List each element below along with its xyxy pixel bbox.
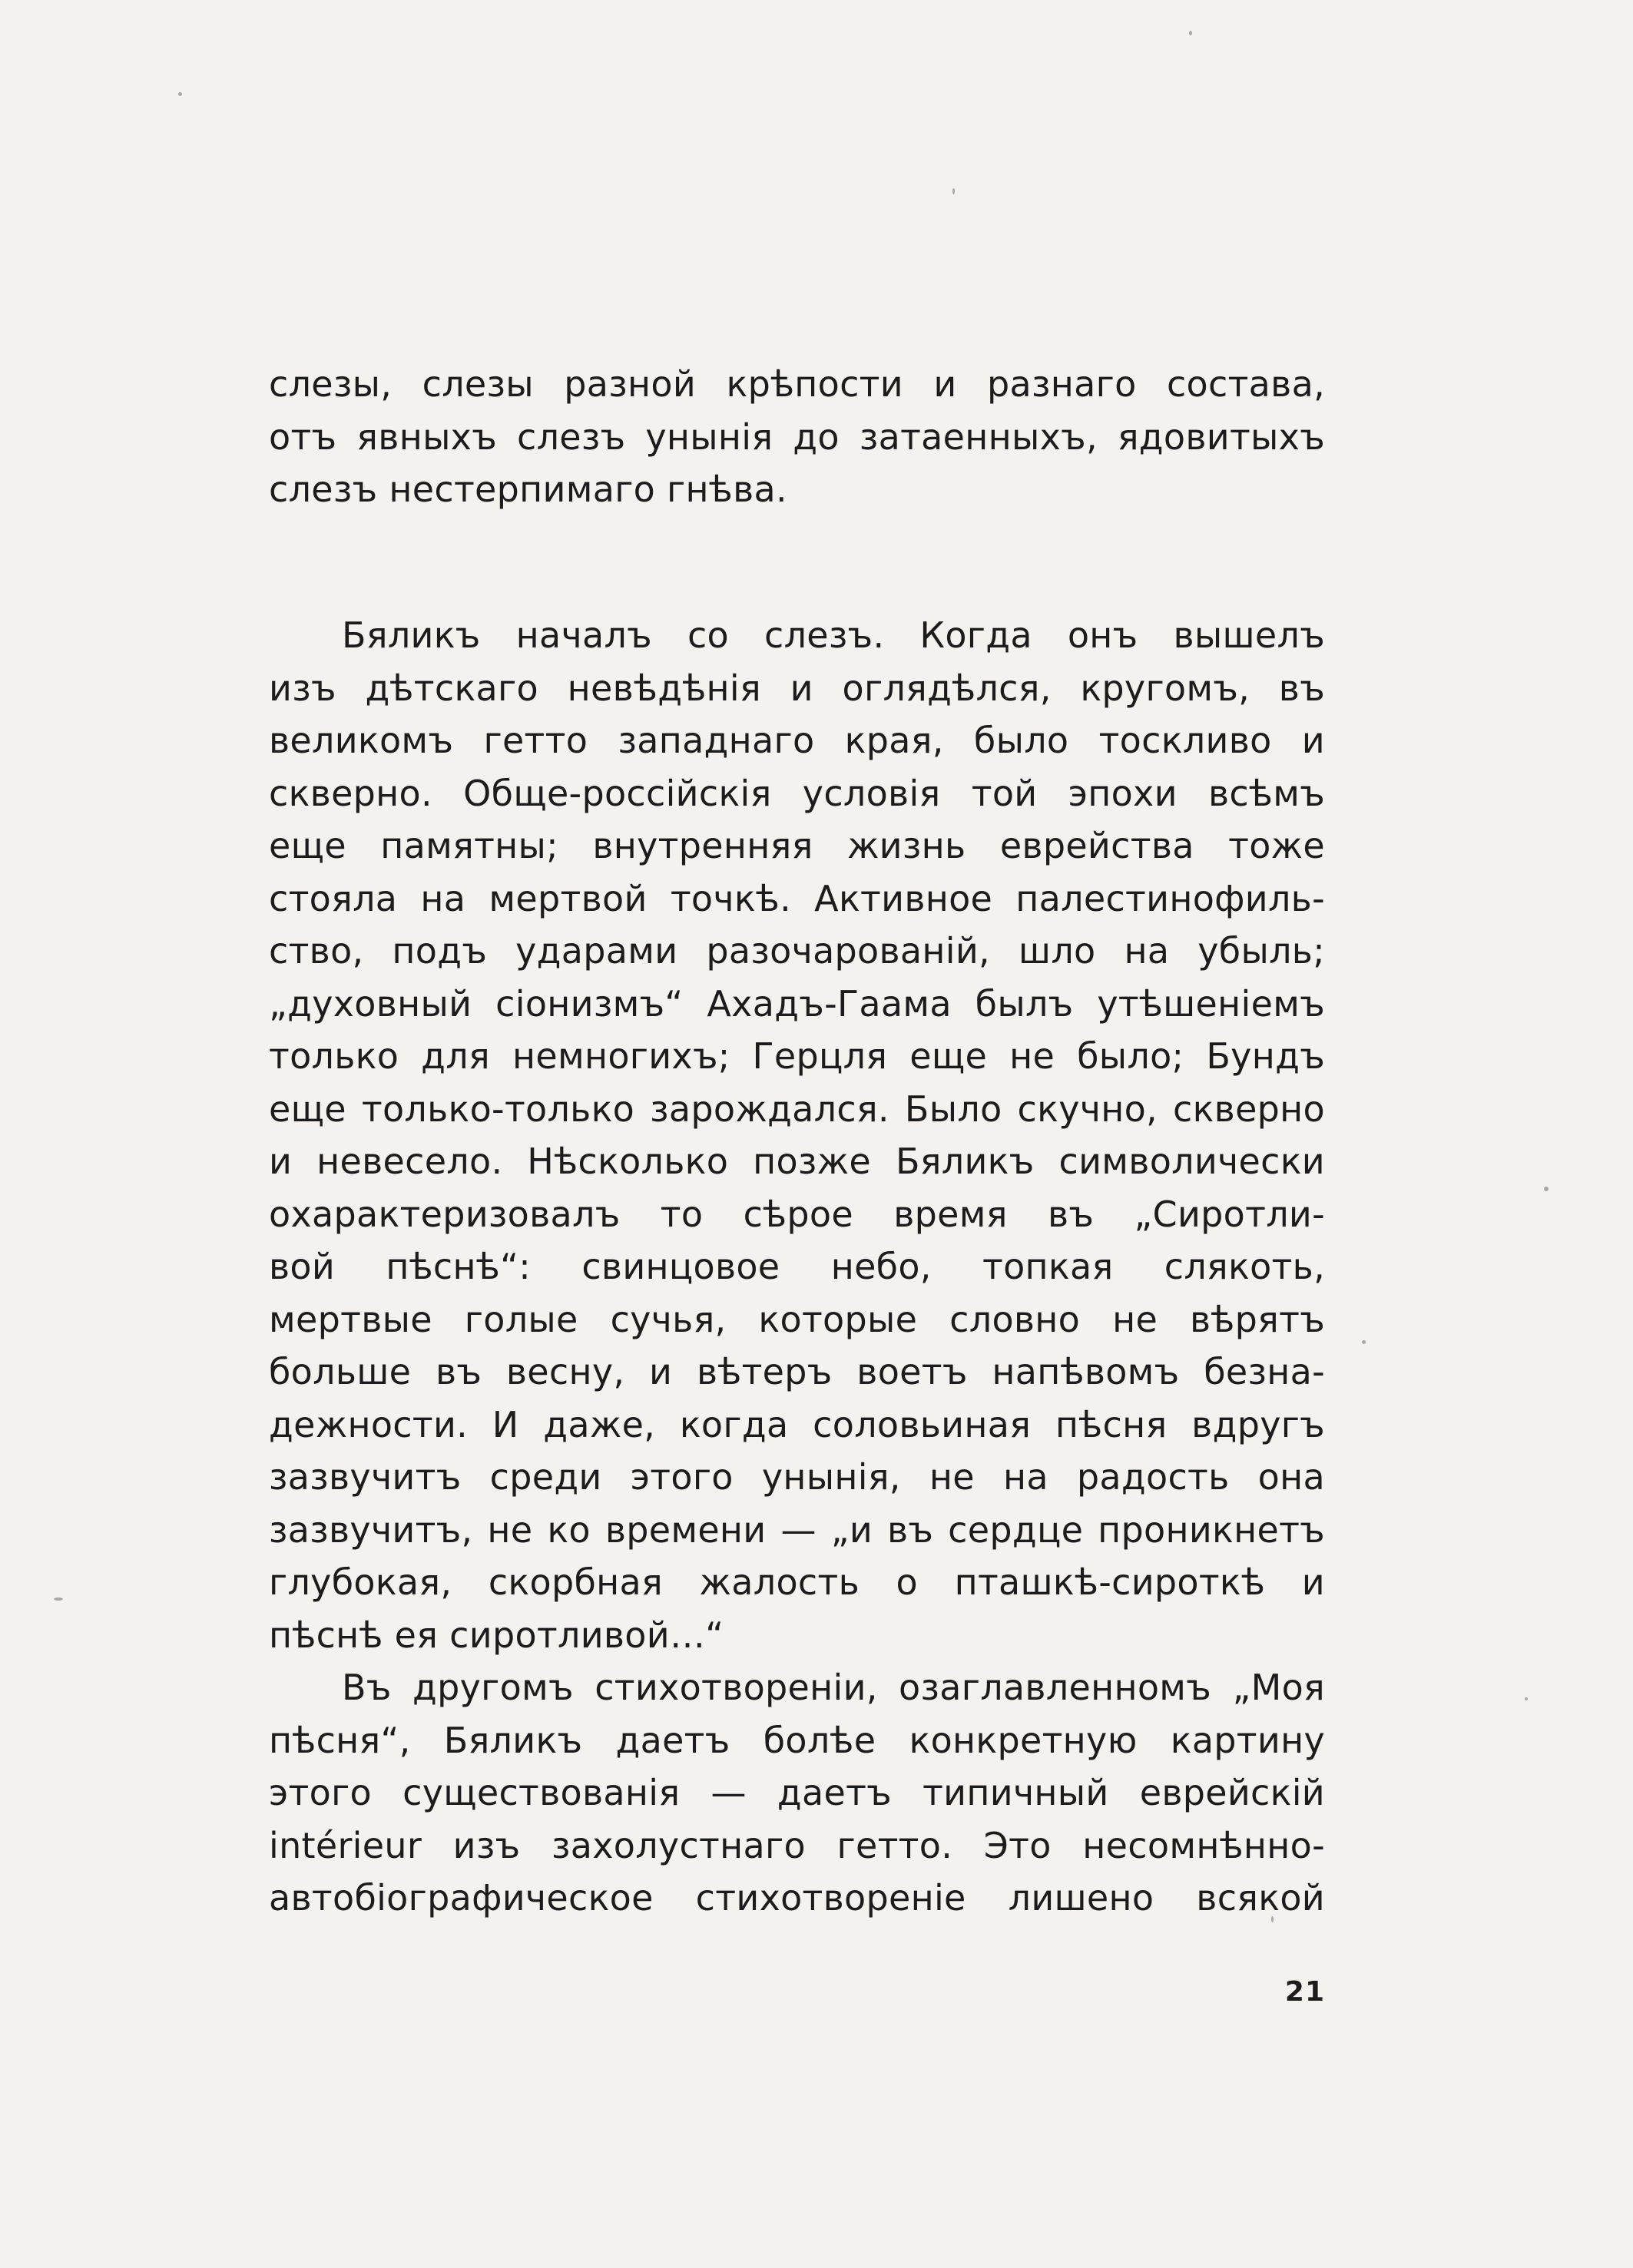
- text-line: зазвучитъ, не ко времени — „и въ сердце проникнетъ: [269, 1508, 1325, 1551]
- text-line: и невесело. Нѣсколько позже Бяликъ символически: [269, 1141, 1325, 1182]
- scan-speck: [178, 92, 182, 96]
- text-line: зазвучитъ среди этого унынія, не на радость она: [269, 1456, 1325, 1498]
- text-line: больше въ весну, и вѣтеръ воетъ напѣвомъ безна-: [269, 1351, 1325, 1392]
- text-line: автобіографическое стихотвореніе лишено всякой: [269, 1877, 1325, 1919]
- text-line: Въ другомъ стихотвореніи, озаглавленномъ „Моя: [342, 1667, 1325, 1708]
- text-line: стояла на мертвой точкѣ. Активное палестинофиль-: [269, 877, 1325, 919]
- paragraph-2: [269, 609, 1325, 1925]
- paragraph-1: [269, 358, 1325, 516]
- text-line: Бяликъ началъ со слезъ. Когда онъ вышелъ: [342, 614, 1325, 656]
- text-line: еще памятны; внутренняя жизнь еврейства тоже: [269, 825, 1325, 866]
- text-line: пѣсня“, Бяликъ даетъ болѣе конкретную картину: [269, 1719, 1325, 1761]
- text-line: слезы, слезы разной крѣпости и разнаго состава,: [269, 363, 1325, 405]
- scan-speck: [1525, 1697, 1528, 1700]
- text-line: великомъ гетто западнаго края, было тоскливо и: [269, 720, 1325, 761]
- text-line: охарактеризовалъ то сѣрое время въ „Сиротли-: [269, 1193, 1325, 1235]
- text-line: изъ дѣтскаго невѣдѣнія и оглядѣлся, кругомъ, въ: [269, 667, 1325, 709]
- text-line: слезъ нестерпимаго гнѣва.: [269, 468, 787, 510]
- text-line: вой пѣснѣ“: свинцовое небо, топкая слякоть,: [269, 1246, 1325, 1287]
- text-line: ство, подъ ударами разочарованій, шло на убыль;: [269, 930, 1325, 972]
- scan-speck: [952, 188, 955, 194]
- text-line: только для немногихъ; Герцля еще не было; Бундъ: [269, 1035, 1325, 1077]
- scan-speck: [1189, 31, 1192, 35]
- text-line: этого существованія — даетъ типичный еврейскій: [269, 1772, 1325, 1813]
- text-line: „духовный сіонизмъ“ Ахадъ-Гаама былъ утѣшеніемъ: [269, 982, 1325, 1025]
- text-line: отъ явныхъ слезъ унынія до затаенныхъ, ядовитыхъ: [269, 416, 1325, 458]
- scan-speck: [54, 1598, 63, 1601]
- text-line: еще только-только зарождался. Было скучно, скверно: [269, 1088, 1325, 1130]
- scan-speck: [1544, 1187, 1549, 1191]
- text-line: пѣснѣ ея сиротливой…“: [269, 1614, 724, 1656]
- text-line: глубокая, скорбная жалость о пташкѣ-сироткѣ и: [269, 1561, 1325, 1603]
- scan-speck: [1362, 1340, 1366, 1344]
- text-line: скверно. Обще-россійскія условія той эпохи всѣмъ: [269, 772, 1325, 814]
- text-line: мертвые голые сучья, которые словно не вѣрятъ: [269, 1298, 1325, 1340]
- page-number: 21: [1284, 1976, 1325, 2008]
- text-line: дежности. И даже, когда соловьиная пѣсня вдругъ: [269, 1403, 1325, 1445]
- text-line: intérieur изъ захолустнаго гетто. Это несомнѣнно-: [269, 1824, 1325, 1866]
